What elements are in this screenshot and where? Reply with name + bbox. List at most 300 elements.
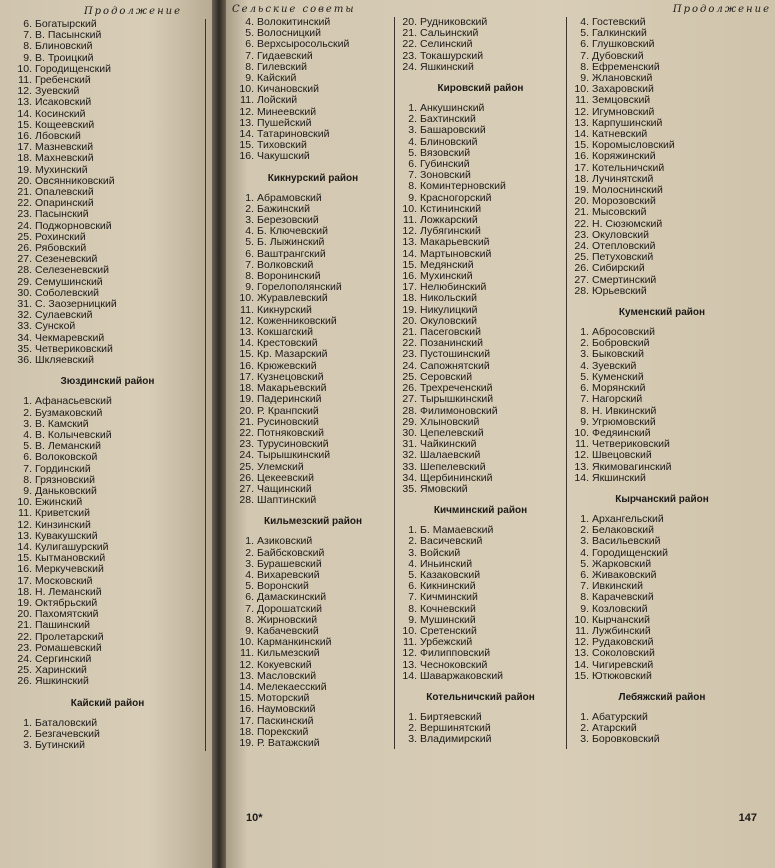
council-name: Никулицкий bbox=[420, 303, 478, 316]
council-name: Крестовский bbox=[257, 337, 318, 350]
item-number: 7. bbox=[23, 29, 32, 42]
left-page bbox=[0, 0, 212, 868]
district-title: Куменский район bbox=[618, 307, 706, 319]
council-name: Карачевский bbox=[592, 591, 654, 604]
council-name: Мелекаесский bbox=[257, 680, 327, 693]
list-item bbox=[571, 286, 753, 297]
council-name: Ромашевский bbox=[35, 641, 102, 654]
council-name: Четвериковский bbox=[592, 438, 670, 451]
item-number: 23. bbox=[17, 641, 32, 654]
item-number: 23. bbox=[574, 228, 589, 241]
council-name: Кстининский bbox=[420, 202, 482, 215]
item-number: 5. bbox=[23, 440, 32, 453]
item-number: 19. bbox=[574, 184, 589, 197]
right-column-2 bbox=[395, 17, 567, 749]
council-name: Рудаковский bbox=[592, 636, 654, 649]
item-number: 1. bbox=[245, 191, 254, 204]
council-name: Лужбинский bbox=[592, 624, 651, 637]
item-number: 35. bbox=[17, 342, 32, 355]
council-name: Кикнурский bbox=[257, 303, 312, 316]
council-name: Молоснинский bbox=[592, 184, 663, 197]
council-name: Гостевский bbox=[592, 16, 646, 28]
council-name: Быковский bbox=[592, 348, 645, 361]
item-number: 4. bbox=[23, 428, 32, 441]
council-list bbox=[14, 19, 201, 366]
item-number: 12. bbox=[239, 105, 254, 118]
council-name: В. Троицкий bbox=[35, 51, 94, 64]
list-item bbox=[399, 734, 562, 745]
council-name: Рохинский bbox=[35, 230, 86, 243]
council-name: Лучинятский bbox=[592, 172, 654, 185]
council-name: Вязовский bbox=[420, 146, 471, 159]
council-list bbox=[399, 103, 562, 495]
left-running-header: Продолжение bbox=[83, 6, 183, 17]
item-number: 15. bbox=[574, 139, 589, 152]
council-name: Кощеевский bbox=[35, 118, 95, 131]
council-name: Ивкинский bbox=[592, 580, 643, 593]
council-name: Губинский bbox=[420, 158, 470, 171]
council-name: Городищенский bbox=[35, 62, 111, 75]
council-name: Кокуевский bbox=[257, 658, 312, 671]
list-item bbox=[399, 484, 562, 495]
item-number: 14. bbox=[239, 337, 254, 350]
council-name: В. Леманский bbox=[35, 440, 101, 453]
council-name: Серовский bbox=[420, 370, 473, 383]
item-number: 4. bbox=[580, 546, 589, 559]
item-number: 10. bbox=[239, 292, 254, 305]
item-number: 29. bbox=[402, 415, 417, 428]
council-name: Октябрьский bbox=[35, 596, 98, 609]
council-name: Горелополянский bbox=[257, 281, 342, 294]
council-name: Селинский bbox=[420, 38, 473, 51]
council-name: Кабачевский bbox=[257, 624, 319, 637]
item-number: 6. bbox=[245, 591, 254, 604]
council-name: Ежинский bbox=[35, 496, 83, 509]
list-item bbox=[236, 495, 390, 506]
council-name: Нагорский bbox=[592, 393, 643, 406]
council-name: Морозовский bbox=[592, 195, 656, 208]
council-name: Якимовагинский bbox=[592, 460, 672, 473]
item-number: 17. bbox=[17, 574, 32, 587]
item-number: 24. bbox=[17, 652, 32, 665]
item-number: 18. bbox=[239, 382, 254, 395]
council-name: Козловский bbox=[592, 602, 648, 615]
item-number: 15. bbox=[17, 552, 32, 565]
district-title: Кичминский район bbox=[433, 505, 528, 517]
council-name: Безгачевский bbox=[35, 727, 100, 740]
council-name: Исаковский bbox=[35, 96, 92, 109]
item-number: 23. bbox=[17, 208, 32, 221]
item-number: 6. bbox=[245, 247, 254, 260]
council-name: Пушейский bbox=[257, 116, 312, 129]
item-number: 4. bbox=[245, 225, 254, 238]
council-name: Кытмановский bbox=[35, 552, 106, 565]
council-name: Васильевский bbox=[592, 535, 661, 548]
council-list bbox=[14, 396, 201, 687]
council-name: Кр. Мазарский bbox=[257, 348, 328, 361]
item-number: 3. bbox=[245, 214, 254, 227]
item-number: 1. bbox=[580, 512, 589, 525]
council-name: Тырышкинский bbox=[420, 393, 494, 406]
council-name: Криветский bbox=[35, 507, 91, 520]
page-number-left: 10* bbox=[246, 812, 263, 824]
council-name: Коженниковский bbox=[257, 314, 337, 327]
council-name: Турусиновский bbox=[257, 438, 329, 451]
council-name: Макарьевский bbox=[420, 236, 490, 249]
council-name: Жирновский bbox=[257, 613, 318, 626]
item-number: 34. bbox=[17, 331, 32, 344]
item-number: 11. bbox=[575, 438, 589, 451]
item-number: 3. bbox=[245, 557, 254, 570]
council-name: Волокитинский bbox=[257, 16, 331, 28]
council-name: Дамаскинский bbox=[257, 591, 327, 604]
item-number: 22. bbox=[239, 426, 254, 439]
item-number: 21. bbox=[402, 326, 417, 339]
item-number: 16. bbox=[17, 563, 32, 576]
council-name: Юрьевский bbox=[592, 284, 647, 297]
item-number: 8. bbox=[408, 602, 417, 615]
council-name: Тиховский bbox=[257, 139, 307, 152]
item-number: 30. bbox=[402, 426, 417, 439]
council-name: Анкушинский bbox=[420, 102, 485, 115]
council-name: Гилевский bbox=[257, 60, 307, 73]
item-number: 23. bbox=[402, 49, 417, 62]
council-name: Вихаревский bbox=[257, 568, 320, 581]
council-name: Соколовский bbox=[592, 647, 655, 660]
council-name: Волковский bbox=[257, 258, 314, 271]
council-name: Соболевский bbox=[35, 286, 100, 299]
item-number: 4. bbox=[580, 359, 589, 372]
council-name: Сулаевский bbox=[35, 309, 93, 322]
item-number: 33. bbox=[402, 460, 417, 473]
item-number: 4. bbox=[408, 557, 417, 570]
item-number: 32. bbox=[402, 449, 417, 462]
council-name: Сретенский bbox=[420, 624, 477, 637]
council-name: Бахтинский bbox=[420, 113, 476, 126]
item-number: 21. bbox=[17, 186, 32, 199]
council-name: Тырышкинский bbox=[257, 449, 331, 462]
council-name: Вершинятский bbox=[420, 722, 491, 735]
council-name: Лбовский bbox=[35, 130, 81, 143]
council-name: Сальинский bbox=[420, 27, 479, 40]
council-name: Пасынский bbox=[35, 208, 89, 221]
list-item bbox=[14, 676, 201, 687]
item-number: 23. bbox=[402, 348, 417, 361]
council-name: Кичминский bbox=[420, 591, 478, 604]
council-name: Отепловский bbox=[592, 240, 656, 253]
council-name: Рябовский bbox=[35, 242, 87, 255]
council-list bbox=[14, 718, 201, 752]
council-name: Биртяевский bbox=[420, 710, 482, 723]
item-number: 15. bbox=[239, 348, 254, 361]
item-number: 11. bbox=[18, 507, 32, 520]
council-name: Пролетарский bbox=[35, 630, 104, 643]
council-name: Позанинский bbox=[420, 337, 483, 350]
right-column-1 bbox=[232, 17, 395, 749]
council-name: Мазневский bbox=[35, 141, 94, 154]
item-number: 28. bbox=[17, 264, 32, 277]
item-number: 17. bbox=[402, 281, 417, 294]
council-name: Пашинский bbox=[35, 619, 91, 632]
council-name: Живаковский bbox=[592, 568, 657, 581]
council-name: Красногорский bbox=[420, 191, 492, 204]
council-list bbox=[399, 712, 562, 746]
council-name: Абросовский bbox=[592, 326, 655, 339]
item-number: 15. bbox=[239, 692, 254, 705]
item-number: 11. bbox=[403, 214, 417, 227]
council-name: Архангельский bbox=[592, 512, 664, 525]
item-number: 5. bbox=[245, 27, 254, 40]
item-number: 17. bbox=[239, 370, 254, 383]
item-number: 9. bbox=[23, 484, 32, 497]
item-number: 9. bbox=[245, 624, 254, 637]
right-columns bbox=[232, 17, 771, 749]
council-name: Кичановский bbox=[257, 83, 319, 96]
council-name: Смертинский bbox=[592, 273, 657, 286]
item-number: 4. bbox=[245, 568, 254, 581]
council-name: Петуховский bbox=[592, 251, 654, 264]
item-number: 6. bbox=[23, 18, 32, 30]
item-number: 16. bbox=[402, 270, 417, 283]
council-name: Пустошинский bbox=[420, 348, 491, 361]
council-name: Н. Леманский bbox=[35, 585, 102, 598]
council-name: Кочневский bbox=[420, 602, 476, 615]
council-name: Мушинский bbox=[420, 613, 476, 626]
item-number: 7. bbox=[580, 580, 589, 593]
council-name: Азиковский bbox=[257, 535, 313, 548]
council-name: Чакушский bbox=[257, 150, 310, 163]
council-name: Журавлевский bbox=[257, 292, 328, 305]
item-number: 4. bbox=[408, 135, 417, 148]
council-name: Богатырский bbox=[35, 18, 97, 30]
item-number: 8. bbox=[23, 40, 32, 53]
council-name: Дубовский bbox=[592, 49, 644, 62]
item-number: 12. bbox=[574, 105, 589, 118]
council-name: Байбсковский bbox=[257, 546, 325, 559]
item-number: 12. bbox=[239, 658, 254, 671]
council-name: Игумновский bbox=[592, 105, 655, 118]
council-name: Мартыновский bbox=[420, 247, 492, 260]
item-number: 8. bbox=[580, 591, 589, 604]
council-name: Чащинский bbox=[257, 482, 312, 495]
item-number: 12. bbox=[402, 225, 417, 238]
council-name: Паскинский bbox=[257, 714, 314, 727]
council-name: Войский bbox=[420, 546, 461, 559]
council-name: Сергинский bbox=[35, 652, 92, 665]
council-name: Ложкарский bbox=[420, 214, 478, 227]
council-name: Окуловский bbox=[420, 314, 478, 327]
item-number: 2. bbox=[408, 113, 417, 126]
item-number: 18. bbox=[574, 172, 589, 185]
item-number: 6. bbox=[245, 38, 254, 51]
council-name: Кузнецовский bbox=[257, 370, 324, 383]
council-name: Сибирский bbox=[592, 262, 645, 275]
council-name: Окуловский bbox=[592, 228, 650, 241]
council-name: Сапожнятский bbox=[420, 359, 490, 372]
council-name: Бурашевский bbox=[257, 557, 322, 570]
item-number: 5. bbox=[408, 146, 417, 159]
council-name: Меркучевский bbox=[35, 563, 104, 576]
council-name: Масловский bbox=[257, 669, 317, 682]
item-number: 7. bbox=[23, 462, 32, 475]
council-name: Б. Мамаевский bbox=[420, 524, 494, 537]
council-name: Филимоновский bbox=[420, 404, 498, 417]
item-number: 29. bbox=[17, 275, 32, 288]
council-name: Казаковский bbox=[420, 568, 481, 581]
item-number: 19. bbox=[239, 736, 254, 749]
item-number: 25. bbox=[574, 251, 589, 264]
item-number: 14. bbox=[402, 669, 417, 682]
item-number: 12. bbox=[17, 85, 32, 98]
item-number: 28. bbox=[239, 494, 254, 507]
item-number: 22. bbox=[402, 38, 417, 51]
item-number: 9. bbox=[580, 602, 589, 615]
council-name: Дорошатский bbox=[257, 602, 323, 615]
council-name: Шепелевский bbox=[420, 460, 486, 473]
council-name: Жлановский bbox=[592, 72, 653, 85]
item-number: 13. bbox=[402, 658, 417, 671]
item-number: 21. bbox=[239, 415, 254, 428]
item-number: 1. bbox=[580, 326, 589, 339]
item-number: 9. bbox=[245, 281, 254, 294]
council-name: Цепелевский bbox=[420, 426, 484, 439]
item-number: 5. bbox=[580, 557, 589, 570]
list-item bbox=[399, 671, 562, 682]
item-number: 24. bbox=[402, 359, 417, 372]
item-number: 19. bbox=[17, 596, 32, 609]
item-number: 26. bbox=[574, 262, 589, 275]
list-item bbox=[236, 738, 390, 749]
district-title: Кырчанский район bbox=[615, 493, 709, 505]
item-number: 10. bbox=[17, 62, 32, 75]
item-number: 10. bbox=[574, 613, 589, 626]
item-number: 6. bbox=[580, 38, 589, 51]
council-name: Кырчанский bbox=[592, 613, 650, 626]
council-name: В. Пасынский bbox=[35, 29, 102, 42]
list-item bbox=[399, 62, 562, 73]
council-name: Шалаевский bbox=[420, 449, 481, 462]
item-number: 2. bbox=[580, 337, 589, 350]
council-name: Пасеговский bbox=[420, 326, 481, 339]
council-name: Зоновский bbox=[420, 169, 471, 182]
item-number: 21. bbox=[17, 619, 32, 632]
item-number: 10. bbox=[17, 496, 32, 509]
item-number: 18. bbox=[17, 152, 32, 165]
item-number: 8. bbox=[23, 473, 32, 486]
item-number: 13. bbox=[574, 116, 589, 129]
item-number: 2. bbox=[23, 727, 32, 740]
council-name: Н. Ивкинский bbox=[592, 404, 657, 417]
item-number: 22. bbox=[17, 197, 32, 210]
item-number: 20. bbox=[17, 174, 32, 187]
council-name: Баталовский bbox=[35, 716, 98, 729]
item-number: 26. bbox=[402, 382, 417, 395]
item-number: 16. bbox=[574, 150, 589, 163]
item-number: 6. bbox=[580, 568, 589, 581]
council-name: Гидаевский bbox=[257, 49, 313, 62]
item-number: 5. bbox=[245, 580, 254, 593]
council-name: Щербининский bbox=[420, 471, 493, 484]
item-number: 24. bbox=[239, 449, 254, 462]
council-name: Боровковский bbox=[592, 733, 660, 746]
item-number: 21. bbox=[574, 206, 589, 219]
council-name: Владимирский bbox=[420, 733, 492, 746]
item-number: 15. bbox=[574, 669, 589, 682]
item-number: 9. bbox=[245, 72, 254, 85]
item-number: 13. bbox=[17, 529, 32, 542]
council-name: Яшкинский bbox=[35, 675, 89, 688]
item-number: 17. bbox=[17, 141, 32, 154]
council-name: Н. Сюзюмский bbox=[592, 217, 663, 230]
item-number: 6. bbox=[580, 382, 589, 395]
council-name: Городищенский bbox=[592, 546, 668, 559]
council-name: Крюжевский bbox=[257, 359, 317, 372]
council-name: Кайский bbox=[257, 72, 297, 85]
council-name: Ямовский bbox=[420, 482, 468, 495]
item-number: 9. bbox=[408, 191, 417, 204]
council-name: Ефременский bbox=[592, 60, 660, 73]
item-number: 5. bbox=[580, 27, 589, 40]
item-number: 12. bbox=[17, 518, 32, 531]
council-name: Бобровский bbox=[592, 337, 650, 350]
item-number: 21. bbox=[402, 27, 417, 40]
item-number: 1. bbox=[23, 716, 32, 729]
council-name: Абрамовский bbox=[257, 191, 322, 204]
item-number: 9. bbox=[408, 613, 417, 626]
item-number: 28. bbox=[402, 404, 417, 417]
council-name: С. Заозерницкий bbox=[35, 298, 117, 311]
item-number: 11. bbox=[575, 94, 589, 107]
item-number: 22. bbox=[17, 630, 32, 643]
item-number: 7. bbox=[245, 258, 254, 271]
council-name: Русиновский bbox=[257, 415, 319, 428]
item-number: 6. bbox=[23, 451, 32, 464]
list-item bbox=[14, 355, 201, 366]
council-name: Семушинский bbox=[35, 275, 103, 288]
item-number: 3. bbox=[23, 738, 32, 751]
council-name: Васичевский bbox=[420, 535, 483, 548]
council-name: Татариновский bbox=[257, 128, 330, 141]
item-number: 2. bbox=[245, 546, 254, 559]
council-name: Московский bbox=[35, 574, 93, 587]
list-item bbox=[14, 740, 201, 751]
item-number: 13. bbox=[239, 326, 254, 339]
council-name: Б. Ключевский bbox=[257, 225, 328, 238]
council-list bbox=[399, 525, 562, 682]
item-number: 5. bbox=[580, 370, 589, 383]
district-title: Кильмезский район bbox=[263, 516, 363, 528]
council-name: Четвериковский bbox=[35, 342, 113, 355]
item-number: 7. bbox=[580, 49, 589, 62]
council-name: Швецовский bbox=[592, 449, 652, 462]
page-number-right: 147 bbox=[738, 812, 757, 824]
council-name: Ваштрангский bbox=[257, 247, 326, 260]
item-number: 7. bbox=[245, 49, 254, 62]
council-name: Гординский bbox=[35, 462, 91, 475]
council-name: Блиновский bbox=[35, 40, 93, 53]
council-name: Хлыновский bbox=[420, 415, 480, 428]
item-number: 7. bbox=[580, 393, 589, 406]
council-name: Галкинский bbox=[592, 27, 647, 40]
item-number: 18. bbox=[239, 725, 254, 738]
council-name: Лойский bbox=[257, 94, 298, 107]
item-number: 25. bbox=[239, 460, 254, 473]
item-number: 18. bbox=[17, 585, 32, 598]
council-name: Яшкинский bbox=[420, 60, 474, 73]
council-name: Цекеевский bbox=[257, 471, 315, 484]
item-number: 28. bbox=[574, 284, 589, 297]
council-list bbox=[571, 327, 753, 484]
